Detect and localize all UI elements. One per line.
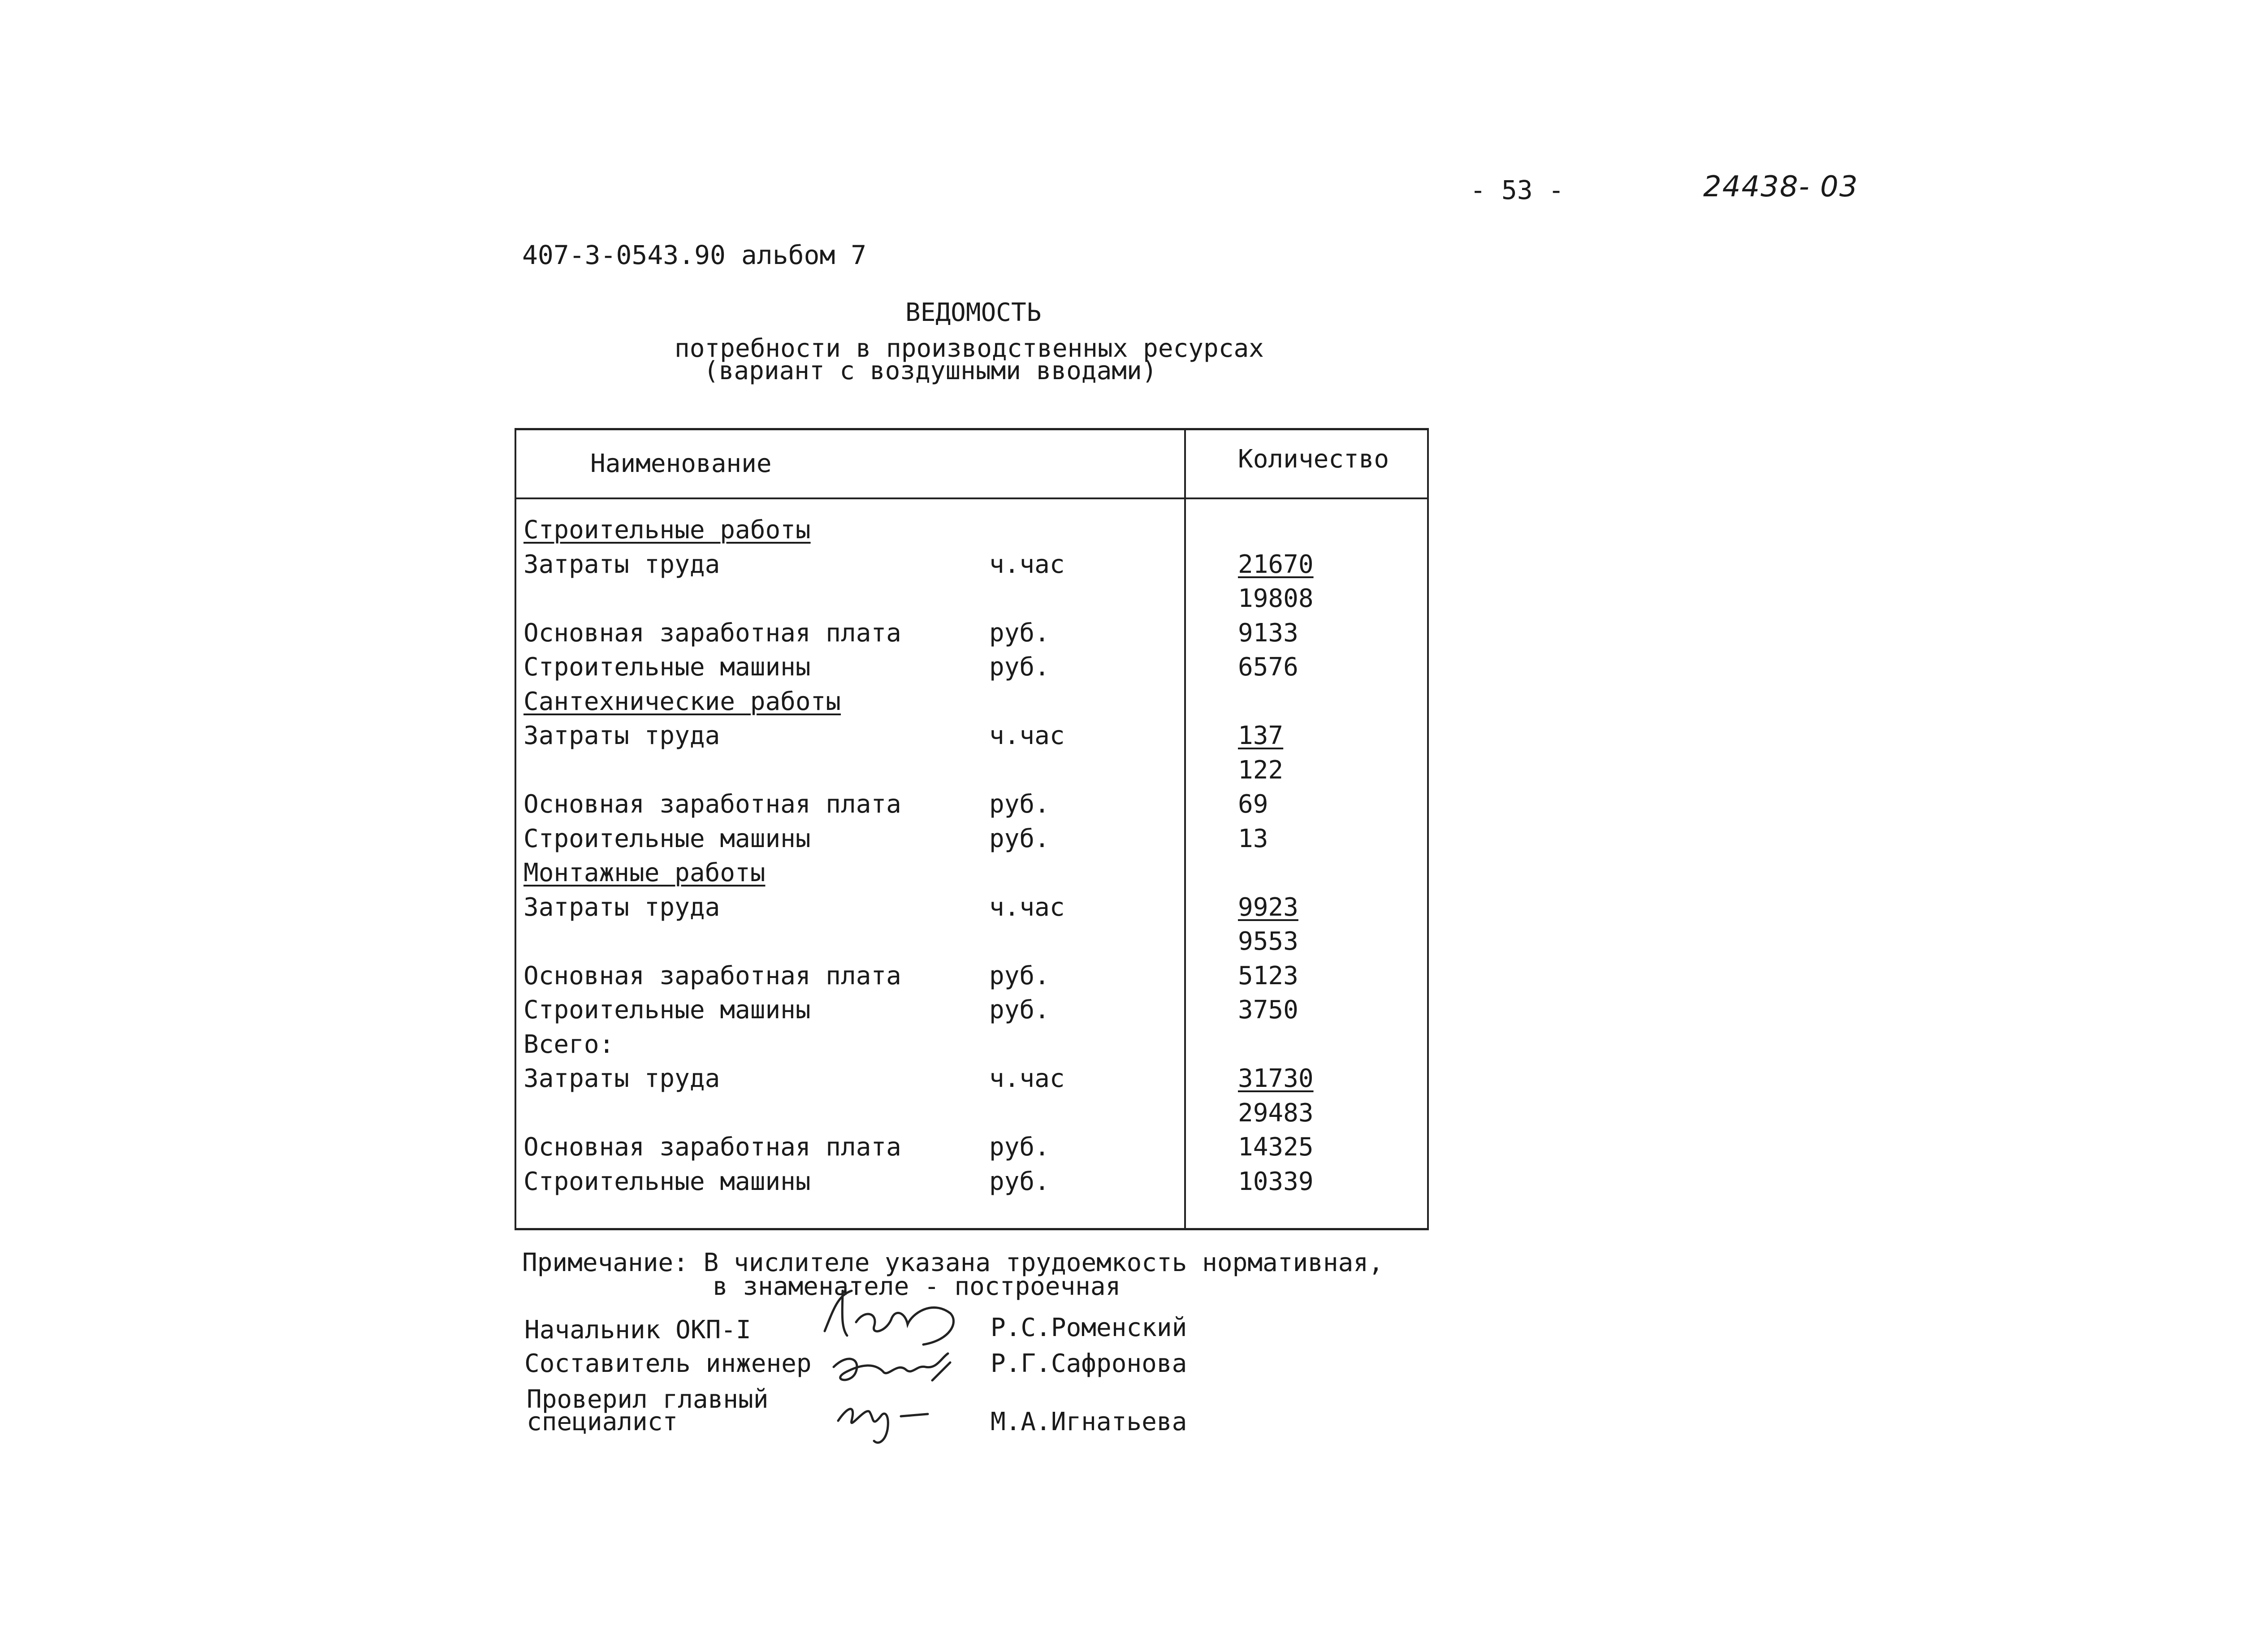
section-heading: Монтажные работы (523, 858, 766, 887)
row-quantity: 5123 (1238, 961, 1298, 990)
row-quantity: 9133 (1238, 618, 1298, 648)
table-row (516, 858, 1427, 892)
row-unit: ч.час (989, 721, 1065, 750)
row-unit: ч.час (989, 550, 1065, 579)
row-unit: руб. (989, 995, 1050, 1025)
row-name: Строительные машины (523, 995, 811, 1025)
signature-role-1: Начальник ОКП-I (524, 1315, 751, 1345)
row-name: Затраты труда (523, 893, 720, 922)
row-quantity: 31730 (1238, 1064, 1314, 1093)
row-unit: руб. (989, 824, 1050, 853)
album-reference: 407-3-0543.90 альбом 7 (522, 240, 867, 270)
row-name: Основная заработная плата (523, 1133, 901, 1162)
row-unit: руб. (989, 1167, 1050, 1196)
table-row (516, 961, 1427, 995)
table-row (516, 1133, 1427, 1167)
row-quantity: 9553 (1238, 927, 1298, 956)
row-quantity: 6576 (1238, 653, 1298, 682)
table-row (516, 515, 1427, 549)
row-name: Основная заработная плата (523, 790, 901, 819)
row-quantity: 13 (1238, 824, 1268, 853)
handwritten-signature-3 (829, 1389, 946, 1448)
table-row (516, 790, 1427, 824)
resources-table (515, 428, 1429, 1230)
note-line-2: в знаменателе - построечная (713, 1272, 1121, 1301)
row-name: Затраты труда (523, 550, 720, 579)
page-number: - 53 - (1470, 175, 1564, 205)
signature-name-2: Р.Г.Сафронова (991, 1349, 1187, 1378)
row-quantity: 14325 (1238, 1133, 1314, 1162)
row-quantity: 137 (1238, 721, 1284, 750)
table-row (516, 824, 1427, 858)
row-name: Затраты труда (523, 721, 720, 750)
table-row (516, 687, 1427, 721)
row-quantity: 69 (1238, 790, 1268, 819)
row-name: Затраты труда (523, 1064, 720, 1093)
document-subtitle-variant: (вариант с воздушными вводами) (704, 356, 1157, 385)
row-quantity: 21670 (1238, 550, 1314, 579)
row-name: Основная заработная плата (523, 618, 901, 648)
row-unit: руб. (989, 790, 1050, 819)
table-row (516, 1030, 1427, 1064)
row-unit: ч.час (989, 893, 1065, 922)
row-quantity: 10339 (1238, 1167, 1314, 1196)
table-row (516, 756, 1427, 790)
table-row (516, 721, 1427, 755)
section-heading: Строительные работы (523, 515, 811, 545)
table-row (516, 1098, 1427, 1133)
row-name: Всего: (523, 1030, 614, 1059)
document-title: ВЕДОМОСТЬ (905, 298, 1042, 327)
note-line-1: Примечание: В числителе указана трудоемкость нормативная, (522, 1248, 1384, 1277)
table-row (516, 618, 1427, 653)
row-unit: ч.час (989, 1064, 1065, 1093)
table-row (516, 653, 1427, 687)
row-quantity: 19808 (1238, 584, 1314, 613)
document-code: 24438- 03 (1703, 170, 1859, 203)
row-quantity: 29483 (1238, 1098, 1314, 1128)
signature-name-1: Р.С.Роменский (991, 1313, 1187, 1342)
table-row (516, 1167, 1427, 1201)
document-subtitle: потребности в производственных ресурсах (675, 334, 1264, 363)
section-heading: Сантехнические работы (523, 687, 841, 716)
table-row (516, 584, 1427, 618)
table-row (516, 1064, 1427, 1098)
table-row (516, 893, 1427, 927)
handwritten-signature-2 (820, 1345, 964, 1394)
row-quantity: 9923 (1238, 893, 1298, 922)
row-name: Строительные машины (523, 1167, 811, 1196)
signature-role-3b: специалист (527, 1407, 678, 1436)
row-quantity: 3750 (1238, 995, 1298, 1025)
row-unit: руб. (989, 653, 1050, 682)
row-unit: руб. (989, 1133, 1050, 1162)
row-unit: руб. (989, 618, 1050, 648)
header-divider (516, 497, 1427, 499)
row-name: Строительные машины (523, 653, 811, 682)
handwritten-signature-1 (816, 1282, 968, 1349)
signature-role-3: Проверил главный (527, 1385, 769, 1414)
signature-name-3: М.А.Игнатьева (991, 1407, 1187, 1436)
column-header-name: Наименование (590, 449, 772, 478)
table-row (516, 550, 1427, 584)
row-unit: руб. (989, 961, 1050, 990)
row-name: Строительные машины (523, 824, 811, 853)
table-row (516, 927, 1427, 961)
signature-role-2: Составитель инженер (524, 1349, 812, 1378)
row-quantity: 122 (1238, 756, 1284, 785)
row-name: Основная заработная плата (523, 961, 901, 990)
table-row (516, 995, 1427, 1029)
column-header-quantity: Количество (1238, 445, 1389, 474)
